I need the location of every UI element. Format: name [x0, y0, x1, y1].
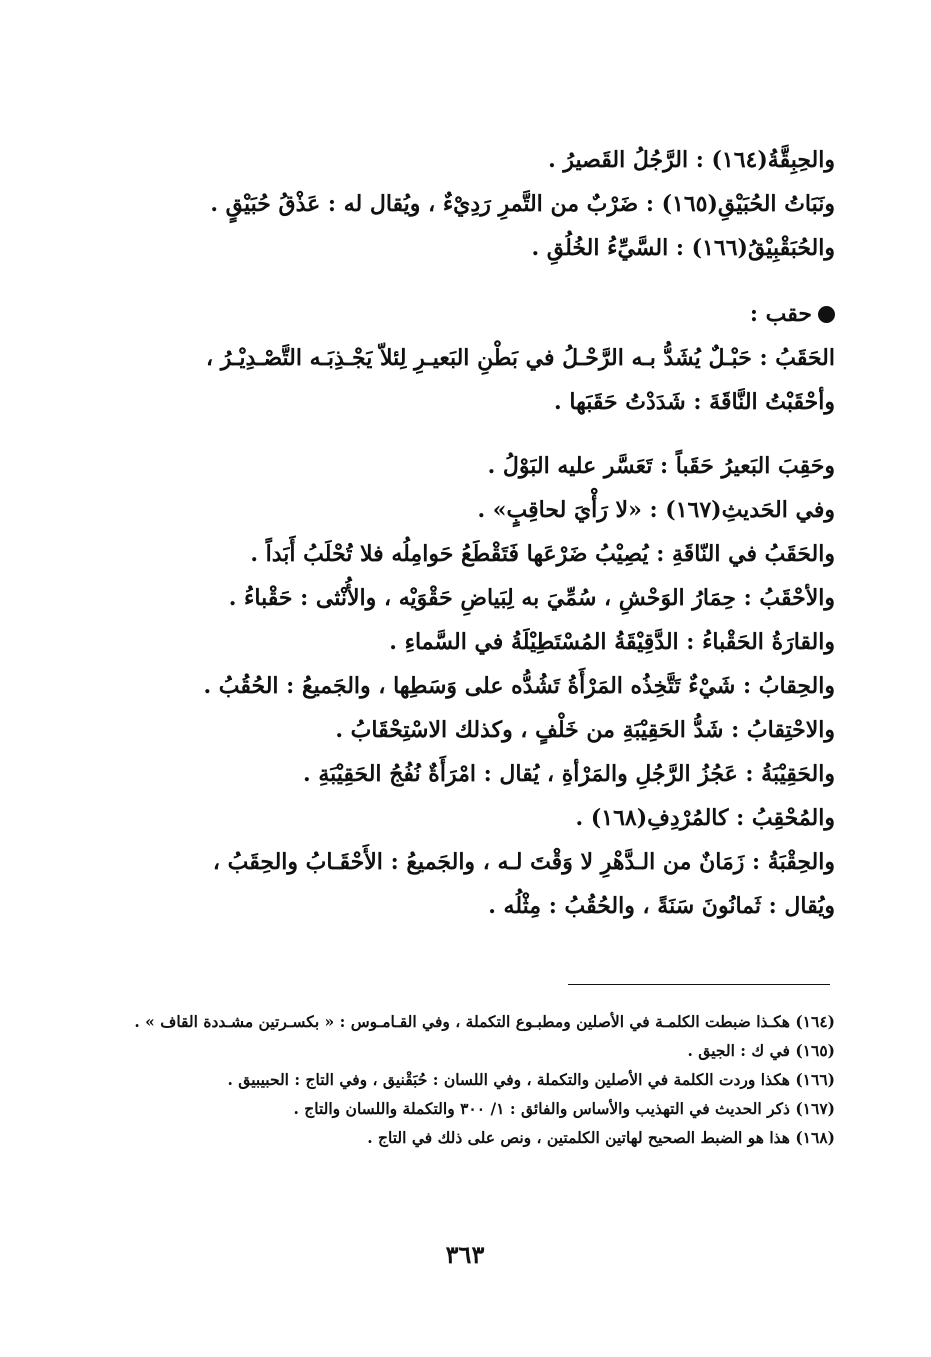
bullet-icon [818, 306, 835, 323]
entry-line: الحَقَبُ : حَبْـلٌ يُشَدُّ بـه الرَّحْـلُ في بَطْنِ البَعيـرِ لِئلاّ يَجْـذِبَـه التَّصْـدِيْـرُ ، [206, 345, 835, 371]
entry-line: ونَبَاتُ الحُبَيْقِ(١٦٥) : ضَرْبٌ من التَّمرِ رَدِيْءٌ ، ويُقال له : عَذْقُ حُبَيْقٍ . [210, 191, 835, 217]
entry-line: وأحْقَبْتُ النَّاقَةَ : شَدَدْتُ حَقَبَها . [554, 389, 835, 415]
section-heading-text: حقب : [749, 301, 812, 327]
entry-line: والقارَةُ الحَقْباءُ : الدَّقِيْقَةُ المُسْتَطِيْلَةُ في السَّماءِ . [389, 629, 835, 655]
page-number: ٣٦٣ [445, 1240, 485, 1269]
footnote-divider [568, 984, 830, 985]
entry-line: ويُقال : ثَمانُونَ سَنَةً ، والحُقُبُ : مِثْلُه . [488, 893, 835, 919]
entry-line: وفي الحَديثِ(١٦٧) : «لا رَأْيَ لحاقِبٍ» . [477, 497, 835, 523]
entry-line: والحَقِيْبَةُ : عَجُزُ الرَّجُلِ والمَرْأةِ ، يُقال : امْرَأَةٌ نُفُجُ الحَقِيْبَةِ . [303, 761, 835, 787]
footnote: (١٦٤) هكـذا ضبطت الكلمـة في الأصلين ومطبـوع التكملة ، وفي القـامـوس : « بكسـرتين مشـددة القاف » . [134, 1012, 835, 1031]
entry-line: والحِبِقَّةُ(١٦٤) : الرَّجُلُ القَصيرُ . [548, 147, 835, 173]
entry-line: والاحْتِقابُ : شَدُّ الحَقِيْبَةِ من خَلْفٍ ، وكذلك الاسْتِحْقَابُ . [335, 717, 835, 743]
entry-line: والأحْقَبُ : حِمَارُ الوَحْشِ ، سُمِّيَ به لِبَياضِ حَقْوَيْه ، والأُنْثى : حَقْباءُ . [228, 585, 835, 611]
entries-top [95, 138, 835, 270]
footnote: (١٦٥) في ك : الجيق . [687, 1041, 835, 1060]
footnote: (١٦٨) هذا هو الضبط الصحيح لهاتين الكلمتين ، ونص على ذلك في التاج . [367, 1128, 835, 1147]
section-entries [95, 444, 835, 928]
entry-line: والحَقَبُ في النّاقَةِ : يُصِيْبُ ضَرْعَها فَتَقْطَعُ حَوامِلُه فلا تُحْلَبُ أَبَداً . [250, 541, 835, 567]
footnote: (١٦٦) هكذا وردت الكلمة في الأصلين والتكملة ، وفي اللسان : حُبَقْنيق ، وفي التاج : الحبيبيق . [227, 1070, 835, 1089]
section-heading [95, 292, 835, 336]
entry-line: والمُحْقِبُ : كالمُرْدِفِ(١٦٨) . [575, 805, 835, 831]
entry-line: والحِقْبَةُ : زَمَانٌ من الـدَّهْرِ لا وَقْتَ لـه ، والجَميعُ : الأَحْقَـابُ والحِقَبُ ، [212, 849, 835, 875]
section-intro [95, 292, 835, 424]
entry-line: والحُبَقْبِيْقُ(١٦٦) : السَّيِّءُ الخُلُقِ . [531, 235, 835, 261]
footnote: (١٦٧) ذكر الحديث في التهذيب والأساس والفائق : ١/ ٣٠٠ والتكملة واللسان والتاج . [293, 1099, 835, 1118]
entry-line: والحِقابُ : شَيْءٌ تَتَّخِذُه المَرْأَةُ تَشُدُّه على وَسَطِها ، والجَميعُ : الحُقُبُ . [203, 673, 835, 699]
footnotes [110, 1007, 835, 1152]
entry-line: وحَقِبَ البَعيرُ حَقَباً : تَعَسَّر عليه البَوْلُ . [487, 453, 835, 479]
